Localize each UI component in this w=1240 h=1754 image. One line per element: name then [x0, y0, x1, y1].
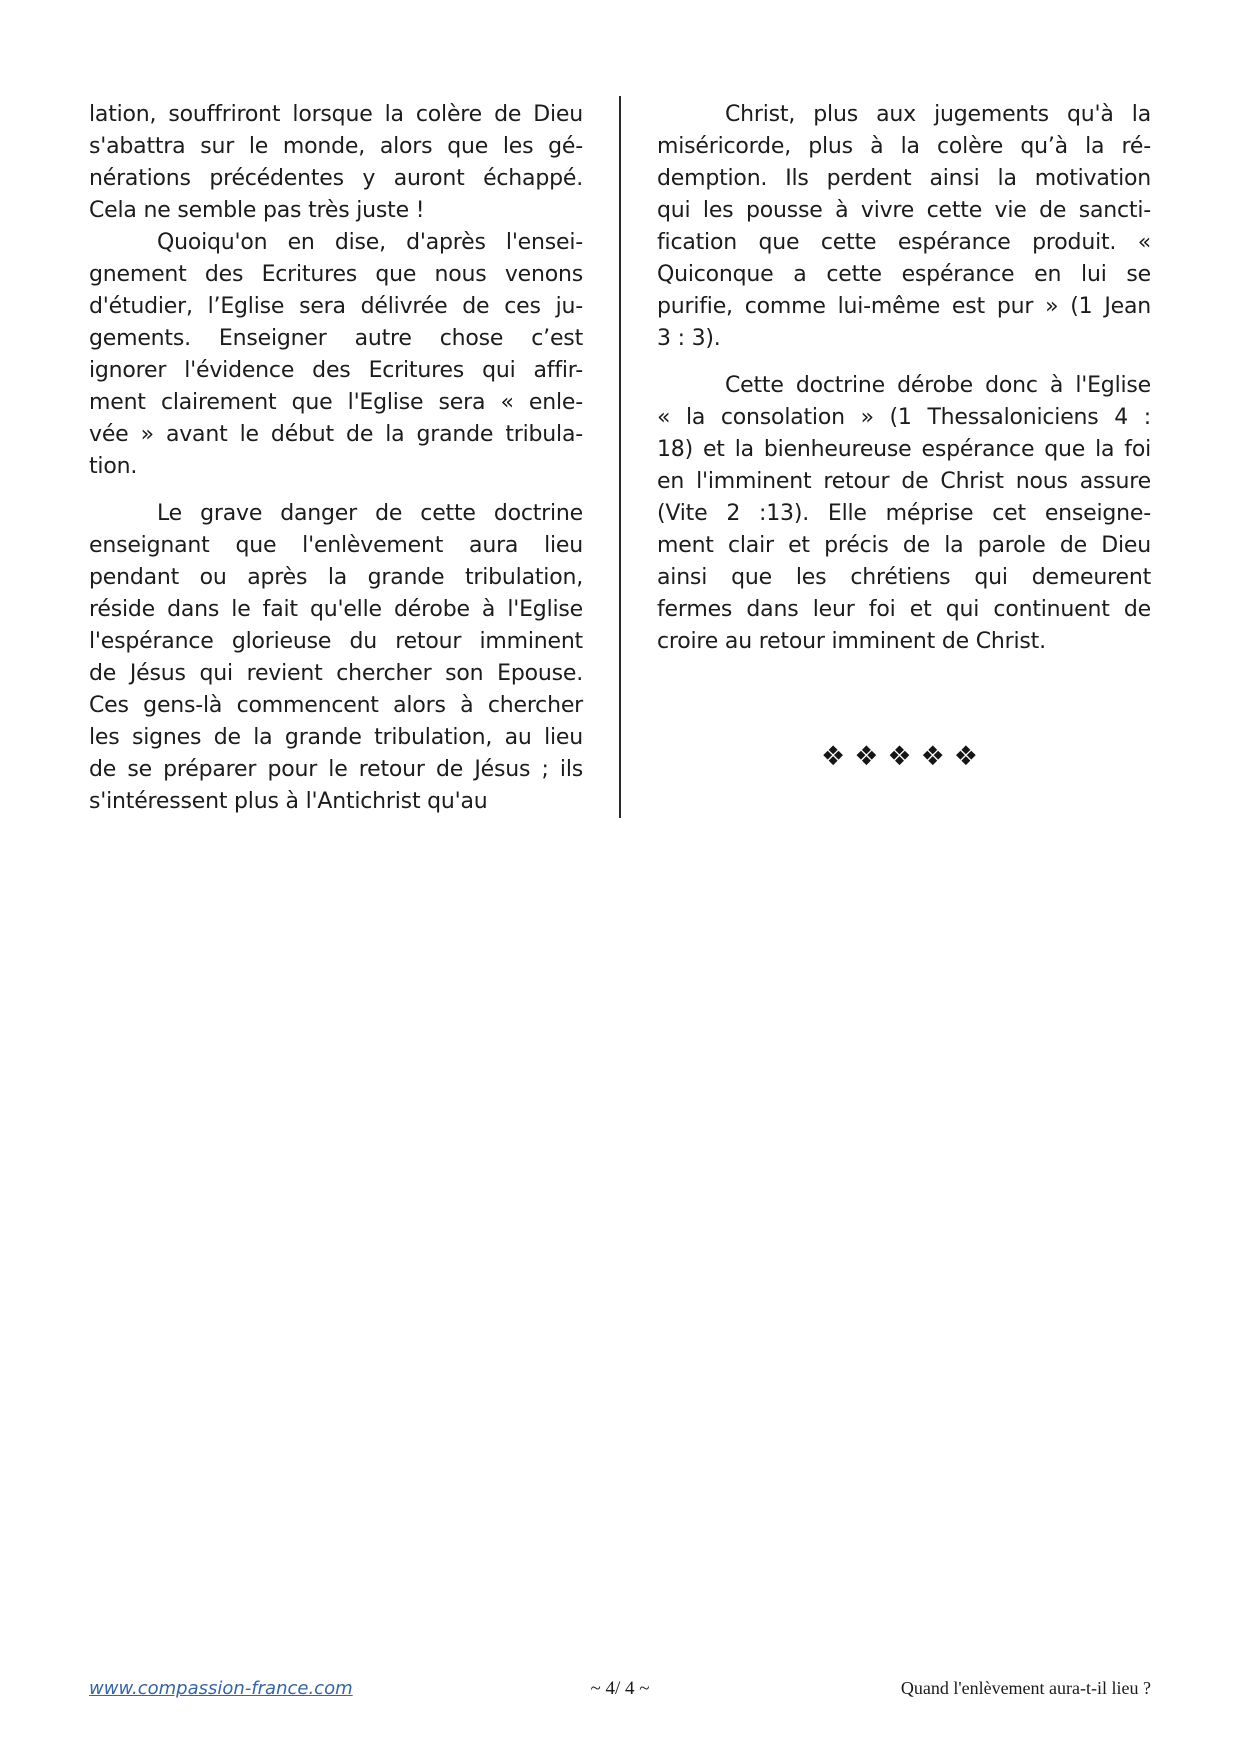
footer-page-number: ~ 4/ 4 ~	[590, 1678, 650, 1699]
text-line: en l'imminent retour de Christ nous assure	[657, 469, 1151, 494]
section-end-ornament: ❖❖❖❖❖	[820, 741, 988, 772]
text-line: « la consolation » (1 Thessaloniciens 4 :	[657, 405, 1151, 430]
text-line: 3 : 3).	[657, 326, 721, 351]
text-line: gnement des Ecritures que nous venons	[89, 262, 583, 287]
text-line: de Jésus qui revient chercher son Epouse.	[89, 661, 583, 686]
paragraph	[657, 99, 1151, 355]
left-text-column	[89, 99, 583, 818]
text-line: Ces gens-là commencent alors à chercher	[89, 693, 583, 718]
text-line: vée » avant le début de la grande tribula-	[89, 422, 583, 447]
text-line: ment clair et précis de la parole de Dieu	[657, 533, 1151, 558]
text-line: tion.	[89, 454, 138, 479]
text-line: Christ, plus aux jugements qu'à la	[725, 102, 1151, 127]
text-line: croire au retour imminent de Christ.	[657, 629, 1046, 654]
text-line: Cela ne semble pas très juste !	[89, 198, 425, 223]
text-line: Cette doctrine dérobe donc à l'Eglise	[725, 373, 1151, 398]
text-line: purifie, comme lui-même est pur » (1 Jean	[657, 294, 1151, 319]
text-line: miséricorde, plus à la colère qu’à la ré-	[657, 134, 1151, 159]
paragraph	[89, 99, 583, 227]
paragraph	[89, 227, 583, 483]
text-line: 18) et la bienheureuse espérance que la foi	[657, 437, 1151, 462]
text-line: lation, souffriront lorsque la colère de Dieu	[89, 102, 583, 127]
text-line: ment clairement que l'Eglise sera « enle-	[89, 390, 583, 415]
text-line: gements. Enseigner autre chose c’est	[89, 326, 583, 351]
text-line: ignorer l'évidence des Ecritures qui affir-	[89, 358, 583, 383]
text-line: enseignant que l'enlèvement aura lieu	[89, 533, 583, 558]
text-line: pendant ou après la grande tribulation,	[89, 565, 583, 590]
text-line: demption. Ils perdent ainsi la motivation	[657, 166, 1151, 191]
text-line: Quiconque a cette espérance en lui se	[657, 262, 1151, 287]
text-line: réside dans le fait qu'elle dérobe à l'Eglise	[89, 597, 583, 622]
page-footer	[89, 1678, 1151, 1700]
text-line: qui les pousse à vivre cette vie de sancti-	[657, 198, 1151, 223]
text-line: fication que cette espérance produit. «	[657, 230, 1151, 255]
text-line: de se préparer pour le retour de Jésus ; ils	[89, 757, 583, 782]
right-text-column	[657, 99, 1151, 658]
text-line: l'espérance glorieuse du retour imminent	[89, 629, 583, 654]
text-line: les signes de la grande tribulation, au lieu	[89, 725, 583, 750]
paragraph	[657, 370, 1151, 658]
text-line: Le grave danger de cette doctrine	[157, 501, 583, 526]
text-line: Quoiqu'on en dise, d'après l'ensei-	[157, 230, 583, 255]
text-line: fermes dans leur foi et qui continuent de	[657, 597, 1151, 622]
column-divider-line	[619, 96, 621, 818]
text-line: s'abattra sur le monde, alors que les gé-	[89, 134, 583, 159]
text-line: d'étudier, l’Eglise sera délivrée de ces ju-	[89, 294, 583, 319]
footer-website-link[interactable]: www.compassion-france.com	[89, 1678, 353, 1699]
text-line: nérations précédentes y auront échappé.	[89, 166, 583, 191]
paragraph	[89, 498, 583, 818]
text-line: s'intéressent plus à l'Antichrist qu'au	[89, 789, 488, 814]
text-line: (Vite 2 :13). Elle méprise cet enseigne-	[657, 501, 1151, 526]
text-line: ainsi que les chrétiens qui demeurent	[657, 565, 1151, 590]
footer-document-title: Quand l'enlèvement aura-t-il lieu ?	[900, 1678, 1151, 1698]
